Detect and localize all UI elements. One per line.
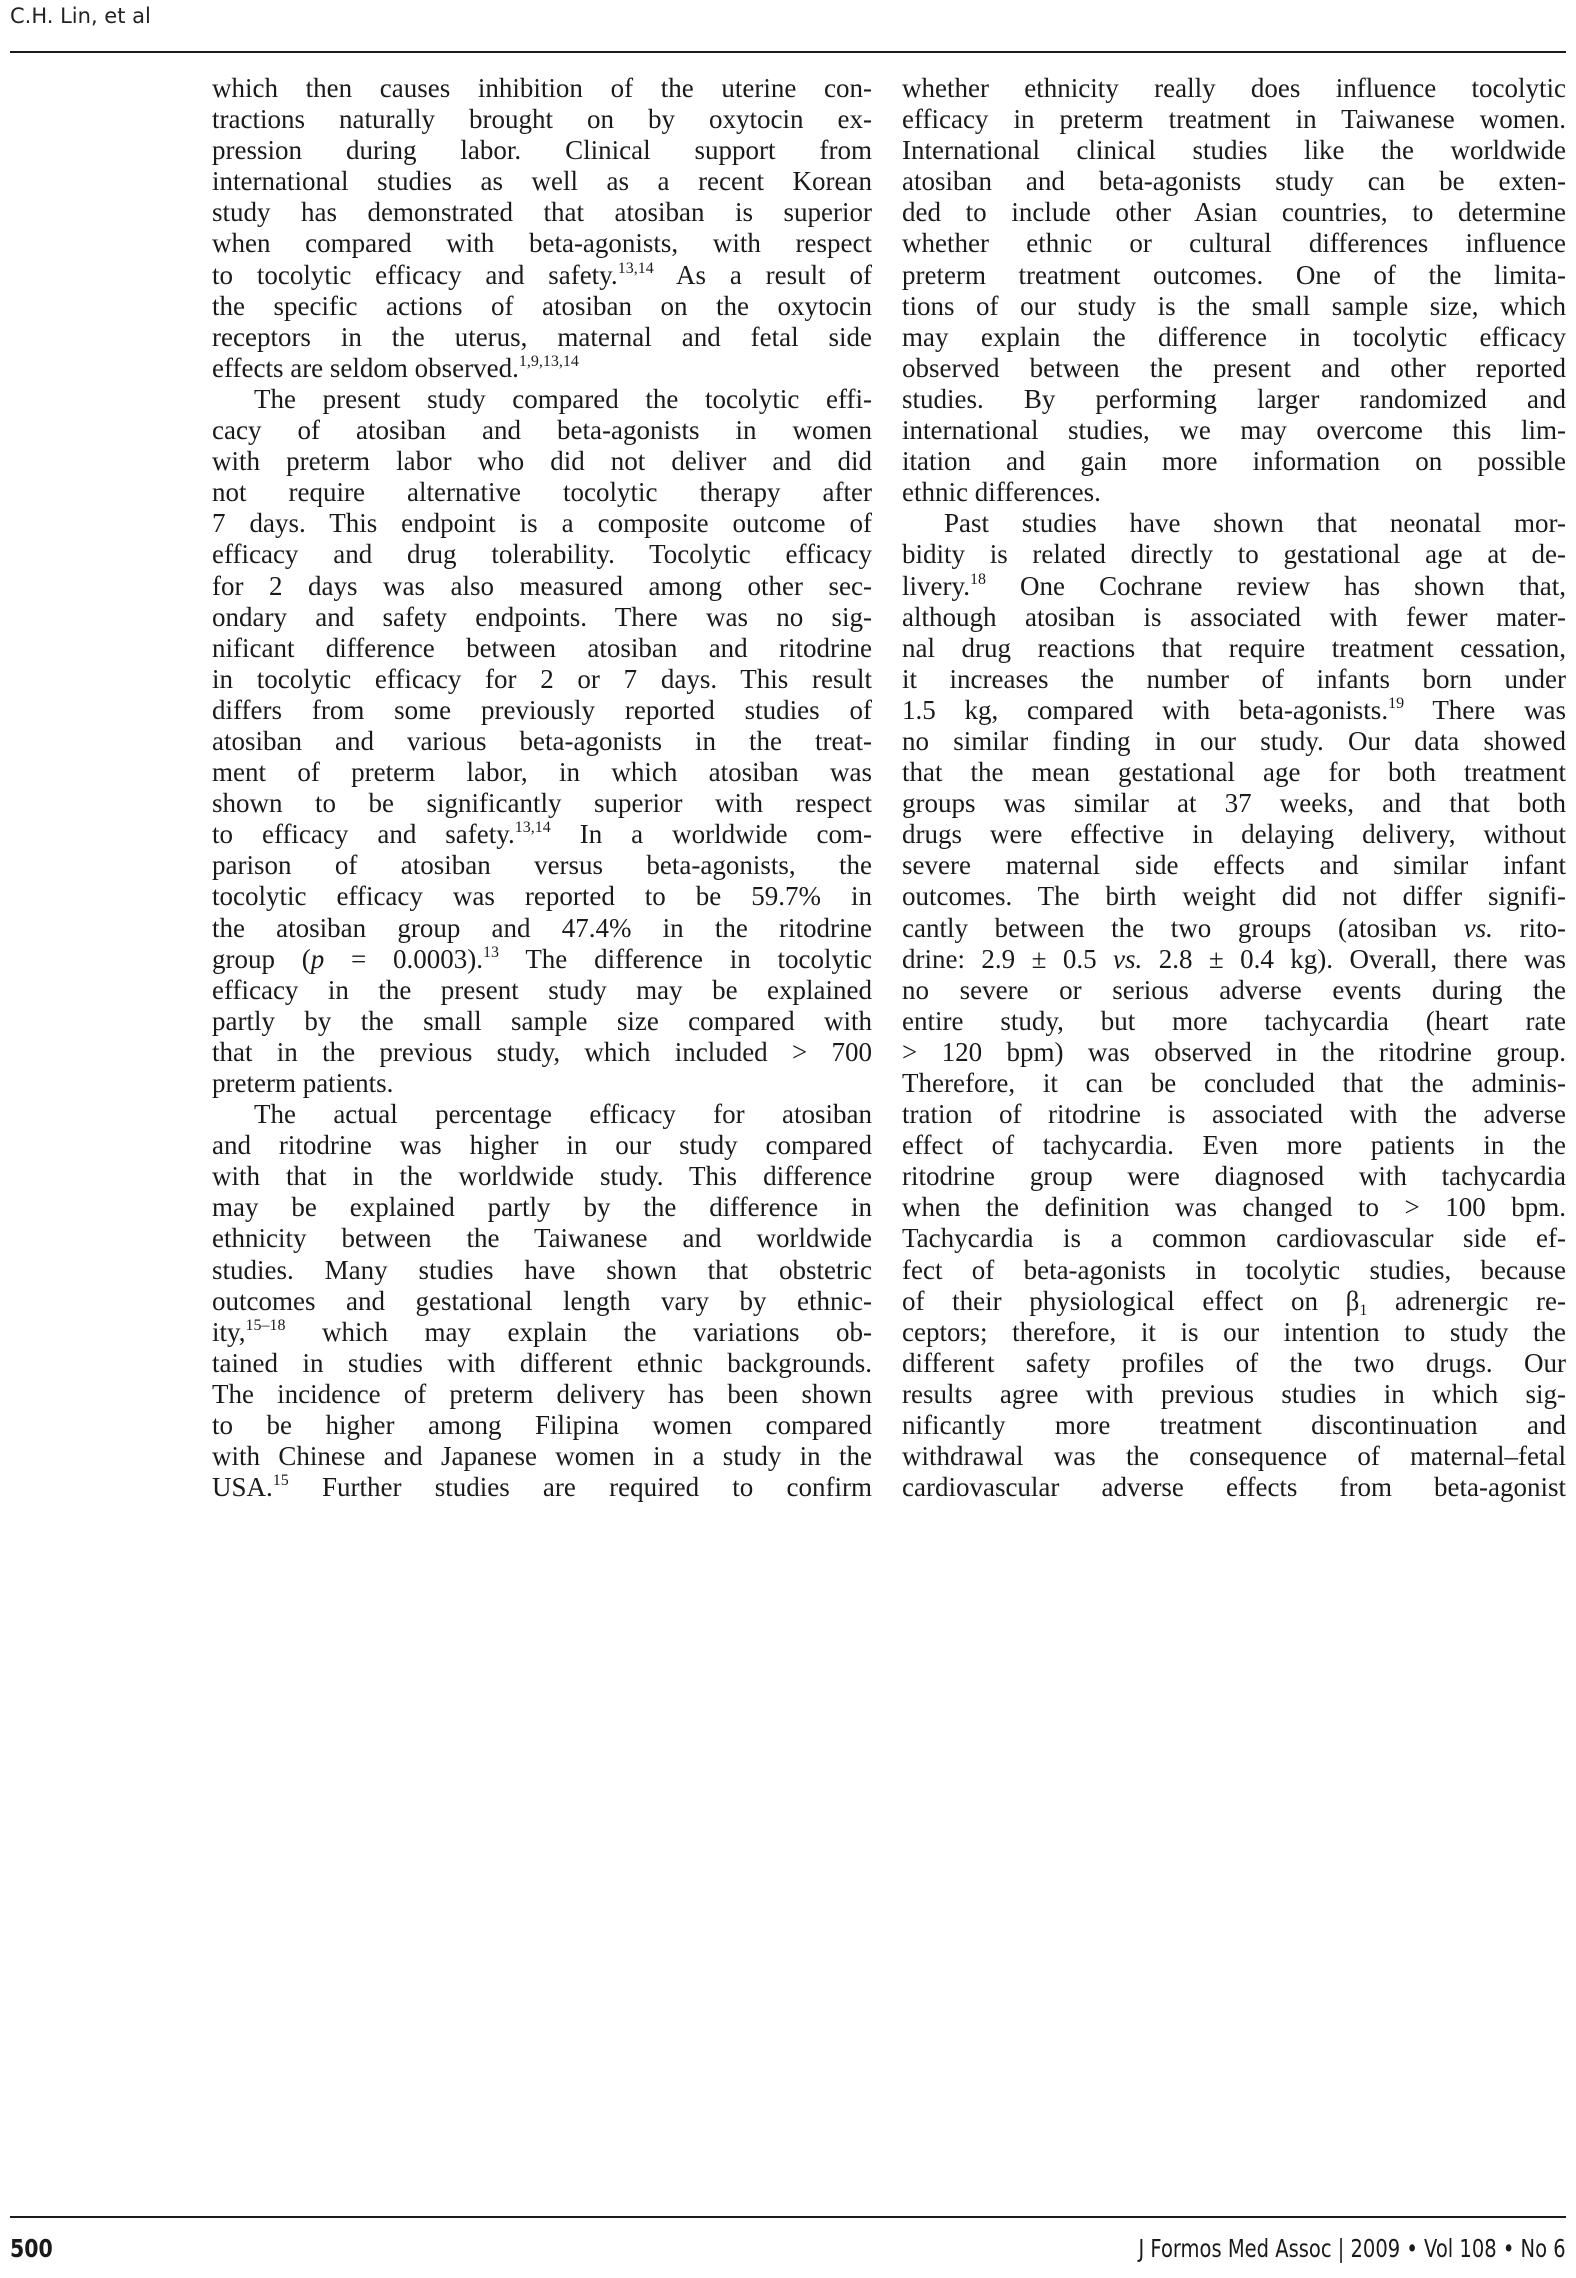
- text-line: ment of preterm labor, in which atosiban was: [212, 757, 872, 788]
- text-line: [212, 260, 872, 291]
- text-line: in tocolytic efficacy for 2 or 7 days. This result: [212, 663, 872, 694]
- text-line: studies. Many studies have shown that obstetric: [212, 1254, 872, 1285]
- left-column: [212, 73, 872, 1503]
- text-line: studies. By performing larger randomized and: [902, 383, 1566, 414]
- text-line: effect of tachycardia. Even more patients in the: [902, 1130, 1566, 1161]
- text-run: group (: [212, 943, 311, 974]
- citation-superscript: 15–18: [245, 1316, 286, 1334]
- text-line: groups was similar at 37 weeks, and that both: [902, 788, 1566, 819]
- text-line: and ritodrine was higher in our study compared: [212, 1130, 872, 1161]
- text-run: to efficacy and safety.: [212, 819, 515, 850]
- text-line: tions of our study is the small sample size, which: [902, 290, 1566, 321]
- citation-superscript: 18: [969, 570, 986, 588]
- text-line: study has demonstrated that atosiban is superior: [212, 197, 872, 228]
- text-line: ritodrine group were diagnosed with tachycardia: [902, 1161, 1566, 1192]
- text-line: drugs were effective in delaying delivery, without: [902, 819, 1566, 850]
- text-run: Further studies are required to confirm: [288, 1472, 872, 1503]
- text-line: different safety profiles of the two drugs. Our: [902, 1347, 1566, 1378]
- text-line: for 2 days was also measured among other sec-: [212, 570, 872, 601]
- text-line: ded to include other Asian countries, to determine: [902, 197, 1566, 228]
- text-line: results agree with previous studies in which sig-: [902, 1378, 1566, 1409]
- text-line: receptors in the uterus, maternal and fetal side: [212, 321, 872, 352]
- text-line: [212, 819, 872, 850]
- paragraph-start-line: Past studies have shown that neonatal mor-: [944, 508, 1566, 539]
- text-run: of their physiological effect on β: [902, 1285, 1360, 1316]
- right-column: [902, 73, 1566, 1503]
- text-run: livery.: [902, 570, 970, 601]
- text-run: which may explain the variations ob-: [285, 1316, 872, 1347]
- text-line: it increases the number of infants born under: [902, 663, 1566, 694]
- text-line: international studies as well as a recent Korean: [212, 166, 872, 197]
- header-rule: [10, 51, 1566, 53]
- text-line: when compared with beta-agonists, with respect: [212, 228, 872, 259]
- text-line: International clinical studies like the worldwide: [902, 135, 1566, 166]
- text-line: atosiban and various beta-agonists in the treat-: [212, 725, 872, 756]
- text-run: One Cochrane review has shown that,: [985, 570, 1566, 601]
- text-line: tocolytic efficacy was reported to be 59.7% in: [212, 881, 872, 912]
- text-line: although atosiban is associated with fewer mater-: [902, 601, 1566, 632]
- text-run: There was: [1404, 694, 1566, 725]
- text-run: 2.8 ± 0.4 kg). Overall, there was: [1142, 943, 1566, 974]
- text-line: that the mean gestational age for both treatment: [902, 757, 1566, 788]
- text-line: 7 days. This endpoint is a composite outcome of: [212, 508, 872, 539]
- citation-superscript: 19: [1388, 694, 1405, 712]
- text-line: nal drug reactions that require treatment cessation,: [902, 632, 1566, 663]
- text-run: ity,: [212, 1316, 246, 1347]
- text-line: not require alternative tocolytic therapy after: [212, 477, 872, 508]
- text-run: In a worldwide com-: [550, 819, 872, 850]
- text-line: cacy of atosiban and beta-agonists in women: [212, 415, 872, 446]
- text-run: to tocolytic efficacy and safety.: [212, 259, 618, 290]
- text-line: Therefore, it can be concluded that the adminis-: [902, 1068, 1566, 1098]
- page-number: 500: [10, 2234, 53, 2263]
- versus-italic: vs.: [1463, 912, 1493, 943]
- subscript: 1: [1359, 1301, 1368, 1319]
- text-line: [212, 1317, 872, 1348]
- text-line: preterm patients.: [212, 1068, 394, 1098]
- text-line: [902, 571, 1566, 602]
- text-line: may explain the difference in tocolytic efficacy: [902, 321, 1566, 352]
- text-run: effects are seldom observed.: [212, 352, 519, 383]
- text-line: itation and gain more information on possible: [902, 446, 1566, 477]
- paragraph-start-line: The actual percentage efficacy for atosiban: [254, 1099, 872, 1130]
- text-line: differs from some previously reported studies of: [212, 694, 872, 725]
- text-line: parison of atosiban versus beta-agonists, the: [212, 850, 872, 881]
- text-line: to be higher among Filipina women compared: [212, 1410, 872, 1441]
- text-line: [212, 1472, 872, 1503]
- text-run: = 0.0003).: [324, 943, 484, 974]
- text-run: 1.5 kg, compared with beta-agonists.: [902, 694, 1389, 725]
- text-line: atosiban and beta-agonists study can be exten-: [902, 166, 1566, 197]
- text-line: outcomes and gestational length vary by ethnic-: [212, 1285, 872, 1316]
- text-line: bidity is related directly to gestational age at de-: [902, 539, 1566, 570]
- text-line: observed between the present and other reported: [902, 352, 1566, 383]
- p-value-symbol: p: [310, 943, 325, 974]
- text-line: with Chinese and Japanese women in a study in the: [212, 1441, 872, 1472]
- text-line: outcomes. The birth weight did not differ signifi-: [902, 881, 1566, 912]
- text-run: adrenergic re-: [1367, 1285, 1566, 1316]
- text-line: shown to be significantly superior with respect: [212, 788, 872, 819]
- text-line: the atosiban group and 47.4% in the ritodrine: [212, 912, 872, 943]
- text-line: no similar finding in our study. Our data showed: [902, 725, 1566, 756]
- text-line: tained in studies with different ethnic backgrounds.: [212, 1347, 872, 1378]
- text-line: international studies, we may overcome this lim-: [902, 415, 1566, 446]
- text-run: The difference in tocolytic: [499, 943, 873, 974]
- versus-italic: vs.: [1113, 943, 1143, 974]
- citation-superscript: 13: [483, 943, 500, 961]
- footer-rule: [10, 2216, 1566, 2218]
- text-line: when the definition was changed to > 100 bpm.: [902, 1192, 1566, 1223]
- text-line: partly by the small sample size compared with: [212, 1005, 872, 1036]
- text-line: pression during labor. Clinical support from: [212, 135, 872, 166]
- running-head-authors: C.H. Lin, et al: [10, 4, 151, 28]
- text-line: fect of beta-agonists in tocolytic studies, because: [902, 1254, 1566, 1285]
- citation-superscript: 13,14: [617, 259, 654, 277]
- text-line: nificantly more treatment discontinuation and: [902, 1410, 1566, 1441]
- text-run: drine: 2.9 ± 0.5: [902, 943, 1114, 974]
- text-line: with that in the worldwide study. This difference: [212, 1161, 872, 1192]
- text-line: the specific actions of atosiban on the oxytocin: [212, 290, 872, 321]
- text-line: ceptors; therefore, it is our intention to study the: [902, 1316, 1566, 1347]
- text-run: As a result of: [653, 259, 872, 290]
- text-line: preterm treatment outcomes. One of the limita-: [902, 259, 1566, 290]
- text-run: USA.: [212, 1472, 273, 1503]
- text-line: whether ethnic or cultural differences influence: [902, 228, 1566, 259]
- text-run: cantly between the two groups (atosiban: [902, 912, 1464, 943]
- text-line: [212, 944, 872, 975]
- text-line: ethnicity between the Taiwanese and worldwide: [212, 1223, 872, 1254]
- text-line: severe maternal side effects and similar infant: [902, 850, 1566, 881]
- citation-superscript: 1,9,13,14: [518, 352, 579, 370]
- text-line: no severe or serious adverse events during the: [902, 974, 1566, 1005]
- text-line: ondary and safety endpoints. There was no sig-: [212, 601, 872, 632]
- text-line: efficacy in preterm treatment in Taiwanese women.: [902, 104, 1566, 135]
- text-line: ethnic differences.: [902, 477, 1101, 508]
- journal-citation: J Formos Med Assoc | 2009 • Vol 108 • No 6: [1138, 2234, 1566, 2263]
- text-line: nificant difference between atosiban and ritodrine: [212, 632, 872, 663]
- citation-superscript: 15: [272, 1472, 289, 1490]
- text-line: [902, 1286, 1566, 1317]
- text-line: efficacy and drug tolerability. Tocolytic efficacy: [212, 539, 872, 570]
- text-line: [902, 695, 1566, 726]
- text-line: [902, 913, 1566, 944]
- text-line: which then causes inhibition of the uterine con-: [212, 73, 872, 103]
- paragraph-start-line: The present study compared the tocolytic effi-: [254, 383, 872, 414]
- text-line: may be explained partly by the difference in: [212, 1192, 872, 1223]
- citation-superscript: 13,14: [514, 819, 551, 837]
- text-line: that in the previous study, which included > 700: [212, 1036, 872, 1067]
- text-line: whether ethnicity really does influence tocolytic: [902, 73, 1566, 103]
- text-line: withdrawal was the consequence of maternal–fetal: [902, 1441, 1566, 1472]
- text-run: rito-: [1492, 912, 1566, 943]
- text-line: [902, 944, 1566, 975]
- text-line: efficacy in the present study may be explained: [212, 974, 872, 1005]
- text-line: The incidence of preterm delivery has been shown: [212, 1378, 872, 1409]
- text-line: Tachycardia is a common cardiovascular side ef-: [902, 1223, 1566, 1254]
- text-line: tration of ritodrine is associated with the adverse: [902, 1099, 1566, 1130]
- text-line: [212, 353, 872, 384]
- text-line: entire study, but more tachycardia (heart rate: [902, 1005, 1566, 1036]
- text-line: tractions naturally brought on by oxytocin ex-: [212, 104, 872, 135]
- text-line: cardiovascular adverse effects from beta-agonist: [902, 1472, 1566, 1503]
- text-line: > 120 bpm) was observed in the ritodrine group.: [902, 1036, 1566, 1067]
- text-line: with preterm labor who did not deliver and did: [212, 446, 872, 477]
